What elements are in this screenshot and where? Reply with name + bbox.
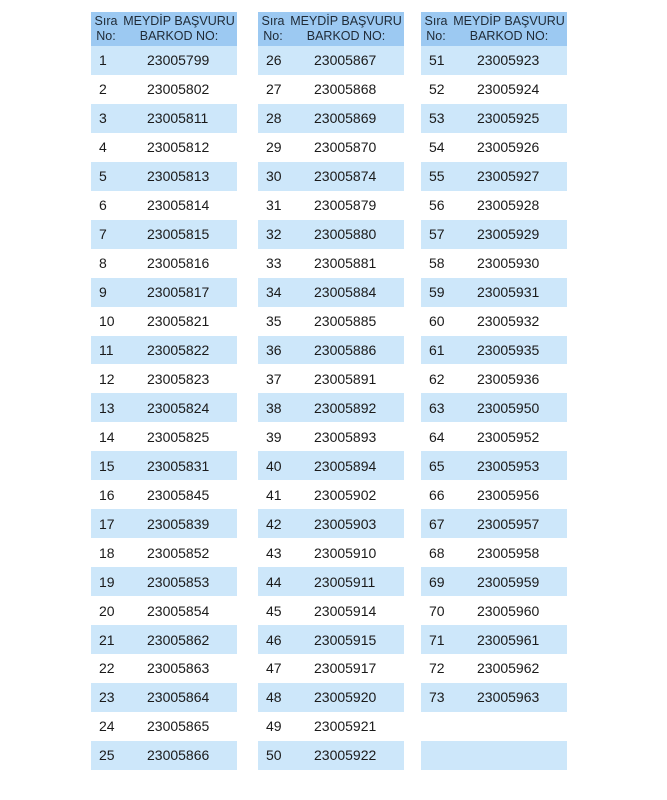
table-row — [91, 509, 237, 538]
table-row — [421, 509, 567, 538]
row-number: 23 — [99, 689, 115, 706]
table-row — [421, 538, 567, 567]
barcode-value: 23005854 — [147, 602, 210, 619]
table-row — [91, 133, 237, 162]
table-row — [421, 364, 567, 393]
table-row — [421, 336, 567, 365]
barcode-value: 23005867 — [314, 52, 377, 69]
table-row — [258, 75, 404, 104]
table-row — [91, 75, 237, 104]
row-number: 59 — [429, 284, 445, 301]
barcode-value: 23005853 — [147, 573, 210, 590]
row-number: 42 — [266, 515, 282, 532]
table-header — [421, 12, 567, 46]
table-row — [91, 307, 237, 336]
barcode-value: 23005959 — [477, 573, 540, 590]
barcode-value: 23005930 — [477, 255, 540, 272]
table-row — [421, 75, 567, 104]
barcode-value: 23005869 — [314, 110, 377, 127]
barcode-value: 23005825 — [147, 428, 210, 445]
table-row — [91, 567, 237, 596]
row-number: 16 — [99, 486, 115, 503]
table-row — [91, 480, 237, 509]
row-number: 33 — [266, 255, 282, 272]
table-row — [421, 162, 567, 191]
barcode-value: 23005962 — [477, 660, 540, 677]
table-row — [91, 278, 237, 307]
table-row — [258, 364, 404, 393]
barcode-value: 23005957 — [477, 515, 540, 532]
row-number: 30 — [266, 168, 282, 185]
header-sira-no: Sıra No: — [261, 14, 285, 43]
row-number: 62 — [429, 370, 445, 387]
table-row — [421, 191, 567, 220]
row-number: 3 — [99, 110, 107, 127]
table-row — [258, 393, 404, 422]
barcode-value: 23005924 — [477, 81, 540, 98]
table-row — [421, 133, 567, 162]
table-row — [91, 625, 237, 654]
barcode-value: 23005870 — [314, 139, 377, 156]
row-number: 34 — [266, 284, 282, 301]
row-number: 13 — [99, 399, 115, 416]
barcode-value: 23005884 — [314, 284, 377, 301]
row-number: 37 — [266, 370, 282, 387]
table-row — [91, 46, 237, 75]
barcode-value: 23005886 — [314, 342, 377, 358]
barcode-value: 23005910 — [314, 544, 377, 561]
table-row — [91, 741, 237, 770]
table-row — [421, 278, 567, 307]
table-row — [91, 422, 237, 451]
row-number: 18 — [99, 544, 115, 561]
row-number: 14 — [99, 428, 115, 445]
barcode-value: 23005822 — [147, 342, 210, 358]
barcode-value: 23005874 — [314, 168, 377, 185]
table-row — [258, 683, 404, 712]
barcode-value: 23005932 — [477, 313, 540, 330]
barcode-value: 23005952 — [477, 428, 540, 445]
barcode-value: 23005931 — [477, 284, 540, 301]
barcode-table-1 — [91, 12, 237, 770]
table-row — [258, 509, 404, 538]
barcode-value: 23005823 — [147, 370, 210, 387]
row-number: 15 — [99, 457, 115, 474]
table-row — [421, 249, 567, 278]
barcode-value: 23005953 — [477, 457, 540, 474]
barcode-value: 23005866 — [147, 747, 210, 764]
row-number: 70 — [429, 602, 445, 619]
barcode-value: 23005928 — [477, 197, 540, 214]
barcode-value: 23005936 — [477, 370, 540, 387]
row-number: 46 — [266, 631, 282, 648]
barcode-value: 23005891 — [314, 370, 377, 387]
row-number: 57 — [429, 226, 445, 243]
barcode-value: 23005917 — [314, 660, 377, 677]
table-row — [421, 307, 567, 336]
table-row — [258, 422, 404, 451]
barcode-value: 23005845 — [147, 486, 210, 503]
barcode-value: 23005920 — [314, 689, 377, 706]
table-row — [421, 220, 567, 249]
barcode-value: 23005926 — [477, 139, 540, 156]
barcode-value: 23005852 — [147, 544, 210, 561]
barcode-value: 23005935 — [477, 342, 540, 358]
row-number: 71 — [429, 631, 445, 648]
table-row — [91, 451, 237, 480]
row-number: 25 — [99, 747, 115, 764]
table-row — [258, 654, 404, 683]
row-number: 68 — [429, 544, 445, 561]
barcode-value: 23005914 — [314, 602, 377, 619]
row-number: 52 — [429, 81, 445, 98]
row-number: 11 — [99, 342, 114, 358]
row-number: 65 — [429, 457, 445, 474]
row-number: 28 — [266, 110, 282, 127]
barcode-value: 23005885 — [314, 313, 377, 330]
barcode-value: 23005821 — [147, 313, 210, 330]
table-row — [91, 538, 237, 567]
table-body — [258, 46, 404, 770]
barcode-value: 23005963 — [477, 689, 540, 706]
table-header — [91, 12, 237, 46]
row-number: 31 — [266, 197, 282, 214]
table-row — [91, 249, 237, 278]
table-row — [421, 741, 567, 770]
barcode-value: 23005831 — [147, 457, 210, 474]
barcode-value: 23005893 — [314, 428, 377, 445]
row-number: 47 — [266, 660, 282, 677]
barcode-value: 23005881 — [314, 255, 377, 272]
barcode-value: 23005868 — [314, 81, 377, 98]
barcode-value: 23005811 — [147, 110, 209, 127]
barcode-value: 23005925 — [477, 110, 540, 127]
row-number: 35 — [266, 313, 282, 330]
table-row — [258, 336, 404, 365]
barcode-value: 23005815 — [147, 226, 210, 243]
row-number: 72 — [429, 660, 445, 677]
row-number: 61 — [429, 342, 445, 358]
row-number: 22 — [99, 660, 115, 677]
table-row — [258, 596, 404, 625]
table-row — [421, 567, 567, 596]
barcode-value: 23005958 — [477, 544, 540, 561]
row-number: 21 — [99, 631, 115, 648]
table-body — [421, 46, 567, 770]
barcode-value: 23005950 — [477, 399, 540, 416]
table-row — [91, 191, 237, 220]
row-number: 58 — [429, 255, 445, 272]
barcode-value: 23005862 — [147, 631, 210, 648]
row-number: 69 — [429, 573, 445, 590]
row-number: 26 — [266, 52, 282, 69]
table-row — [421, 654, 567, 683]
barcode-value: 23005880 — [314, 226, 377, 243]
barcode-value: 23005839 — [147, 515, 210, 532]
row-number: 32 — [266, 226, 282, 243]
row-number: 10 — [99, 313, 115, 330]
table-row — [258, 104, 404, 133]
header-sira-no: Sıra No: — [94, 14, 118, 43]
barcode-value: 23005799 — [147, 52, 210, 69]
table-row — [258, 712, 404, 741]
barcode-table-2 — [258, 12, 404, 770]
barcode-value: 23005911 — [314, 573, 376, 590]
header-barkod-no: MEYDİP BAŞVURU BARKOD NO: — [453, 14, 565, 43]
barcode-value: 23005865 — [147, 718, 210, 735]
table-row — [91, 162, 237, 191]
row-number: 44 — [266, 573, 282, 590]
table-row — [258, 538, 404, 567]
table-header — [258, 12, 404, 46]
row-number: 66 — [429, 486, 445, 503]
row-number: 12 — [99, 370, 115, 387]
table-row — [258, 625, 404, 654]
row-number: 40 — [266, 457, 282, 474]
barcode-value: 23005879 — [314, 197, 377, 214]
row-number: 27 — [266, 81, 282, 98]
barcode-value: 23005960 — [477, 602, 540, 619]
table-row — [421, 480, 567, 509]
row-number: 19 — [99, 573, 115, 590]
table-row — [258, 307, 404, 336]
row-number: 73 — [429, 689, 445, 706]
table-row — [421, 451, 567, 480]
row-number: 38 — [266, 399, 282, 416]
barcode-value: 23005864 — [147, 689, 210, 706]
table-row — [91, 104, 237, 133]
table-row — [91, 654, 237, 683]
table-row — [421, 596, 567, 625]
row-number: 48 — [266, 689, 282, 706]
barcode-value: 23005812 — [147, 139, 210, 156]
table-row — [421, 683, 567, 712]
row-number: 9 — [99, 284, 107, 301]
row-number: 64 — [429, 428, 445, 445]
row-number: 5 — [99, 168, 107, 185]
barcode-value: 23005814 — [147, 197, 210, 214]
barcode-value: 23005824 — [147, 399, 210, 416]
row-number: 8 — [99, 255, 107, 272]
row-number: 2 — [99, 81, 107, 98]
row-number: 50 — [266, 747, 282, 764]
table-row — [258, 220, 404, 249]
row-number: 53 — [429, 110, 445, 127]
table-row — [91, 364, 237, 393]
barcode-value: 23005915 — [314, 631, 377, 648]
row-number: 56 — [429, 197, 445, 214]
barcode-value: 23005802 — [147, 81, 210, 98]
table-row — [421, 393, 567, 422]
barcode-value: 23005817 — [147, 284, 210, 301]
barcode-value: 23005956 — [477, 486, 540, 503]
table-row — [258, 191, 404, 220]
table-row — [258, 567, 404, 596]
row-number: 1 — [99, 52, 107, 69]
barcode-value: 23005816 — [147, 255, 210, 272]
row-number: 41 — [266, 486, 282, 503]
row-number: 63 — [429, 399, 445, 416]
table-row — [258, 46, 404, 75]
table-row — [258, 278, 404, 307]
table-row — [91, 683, 237, 712]
barcode-value: 23005813 — [147, 168, 210, 185]
table-row — [421, 104, 567, 133]
row-number: 67 — [429, 515, 445, 532]
row-number: 36 — [266, 342, 282, 358]
table-row — [91, 336, 237, 365]
row-number: 24 — [99, 718, 115, 735]
table-row — [91, 596, 237, 625]
row-number: 7 — [99, 226, 107, 243]
row-number: 45 — [266, 602, 282, 619]
row-number: 60 — [429, 313, 445, 330]
barcode-value: 23005922 — [314, 747, 377, 764]
barcode-value: 23005961 — [477, 631, 540, 648]
barcode-value: 23005923 — [477, 52, 540, 69]
barcode-value: 23005892 — [314, 399, 377, 416]
table-row — [258, 133, 404, 162]
barcode-value: 23005894 — [314, 457, 377, 474]
row-number: 17 — [99, 515, 115, 532]
barcode-value: 23005927 — [477, 168, 540, 185]
table-row — [421, 46, 567, 75]
row-number: 51 — [429, 52, 445, 69]
row-number: 39 — [266, 428, 282, 445]
row-number: 4 — [99, 139, 107, 156]
row-number: 55 — [429, 168, 445, 185]
row-number: 20 — [99, 602, 115, 619]
table-body — [91, 46, 237, 770]
table-row — [91, 393, 237, 422]
barcode-value: 23005863 — [147, 660, 210, 677]
row-number: 6 — [99, 197, 107, 214]
table-row — [91, 220, 237, 249]
barcode-value: 23005921 — [314, 718, 377, 735]
table-row — [421, 422, 567, 451]
barcode-value: 23005903 — [314, 515, 377, 532]
header-barkod-no: MEYDİP BAŞVURU BARKOD NO: — [290, 14, 402, 43]
table-row — [421, 625, 567, 654]
table-row — [258, 162, 404, 191]
barcode-value: 23005929 — [477, 226, 540, 243]
barcode-table-3 — [421, 12, 567, 770]
table-row — [258, 480, 404, 509]
table-row — [258, 741, 404, 770]
table-row — [421, 712, 567, 741]
header-barkod-no: MEYDİP BAŞVURU BARKOD NO: — [123, 14, 235, 43]
row-number: 43 — [266, 544, 282, 561]
table-row — [258, 249, 404, 278]
row-number: 29 — [266, 139, 282, 156]
row-number: 54 — [429, 139, 445, 156]
table-row — [258, 451, 404, 480]
barcode-value: 23005902 — [314, 486, 377, 503]
table-row — [91, 712, 237, 741]
header-sira-no: Sıra No: — [424, 14, 448, 43]
row-number: 49 — [266, 718, 282, 735]
